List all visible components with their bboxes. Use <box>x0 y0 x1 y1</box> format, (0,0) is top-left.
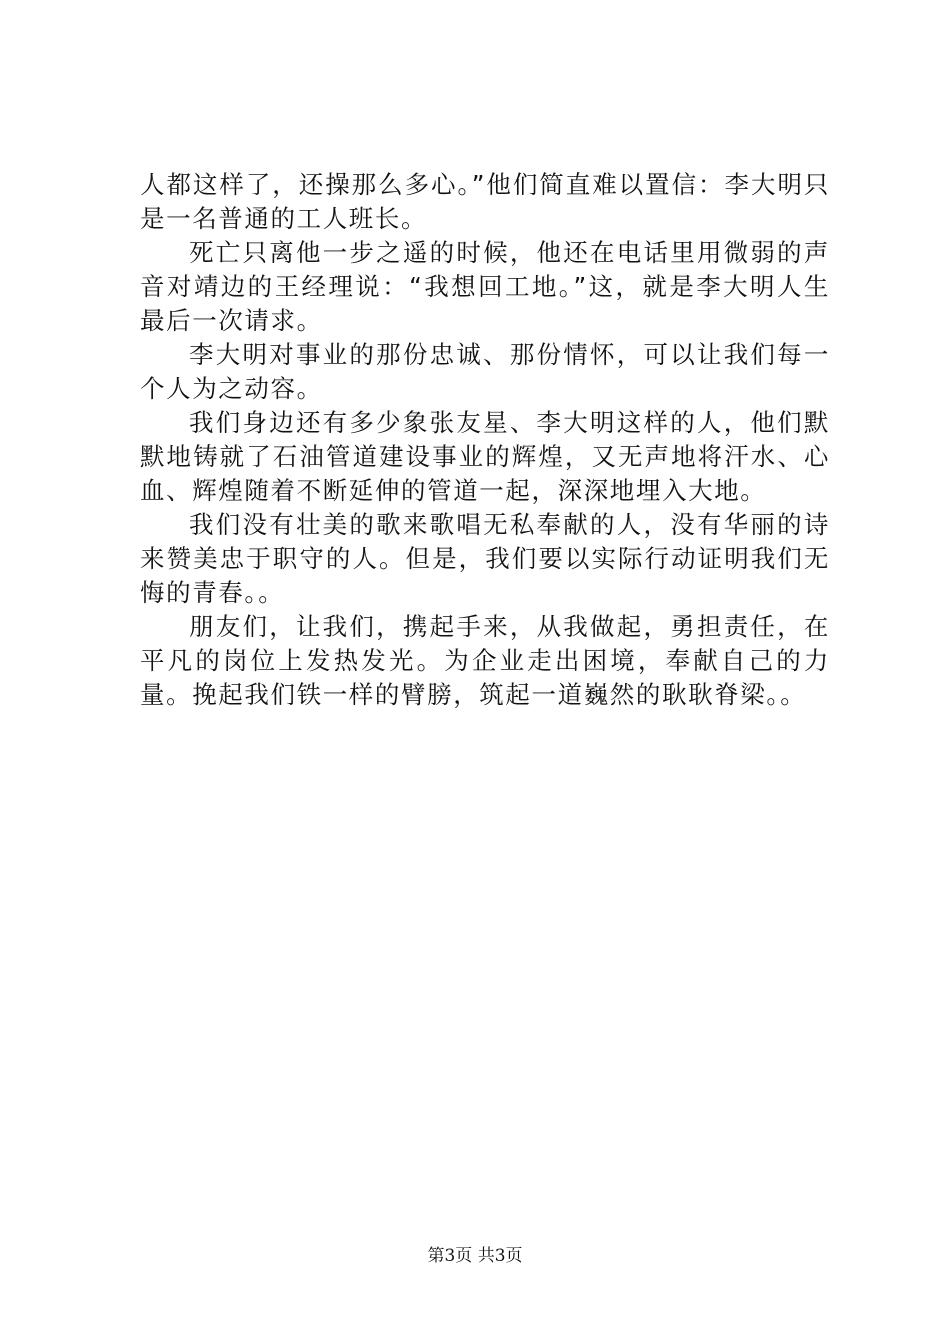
document-body <box>140 168 830 712</box>
paragraph: 李大明对事业的那份忠诚、那份情怀，可以让我们每一个人为之动容。 <box>140 340 830 403</box>
paragraph: 我们没有壮美的歌来歌唱无私奉献的人，没有华丽的诗来赞美忠于职守的人。但是，我们要以实际行动证明我们无悔的青春。。 <box>140 510 830 607</box>
paragraph: 我们身边还有多少象张友星、李大明这样的人，他们默默地铸就了石油管道建设事业的辉煌，又无声地将汗水、心血、辉煌随着不断延伸的管道一起，深深地埋入大地。 <box>140 408 830 505</box>
paragraph: 朋友们，让我们，携起手来，从我做起，勇担责任，在平凡的岗位上发热发光。为企业走出困境，奉献自己的力量。挽起我们铁一样的臂膀，筑起一道巍然的耿耿脊梁。。 <box>140 612 830 709</box>
paragraph: 死亡只离他一步之遥的时候，他还在电话里用微弱的声音对靖边的王经理说：“我想回工地。”这，就是李大明人生最后一次请求。 <box>140 238 830 335</box>
paragraph-continued: 人都这样了，还操那么多心。”他们简直难以置信：李大明只是一名普通的工人班长。 <box>140 170 830 233</box>
page-number-footer: 第3页 共3页 <box>427 1246 523 1266</box>
